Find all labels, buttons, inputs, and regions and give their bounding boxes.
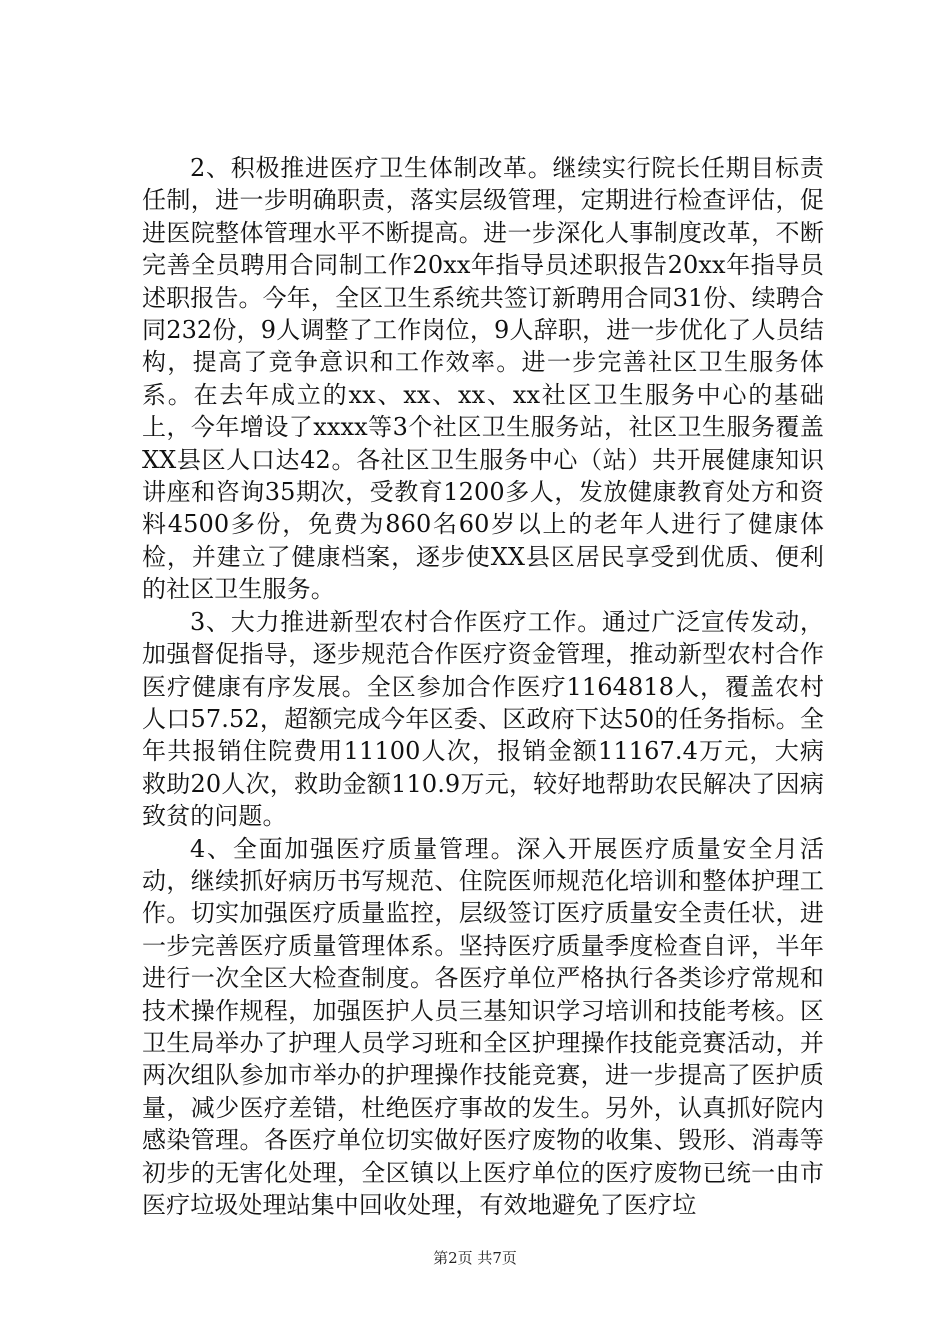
page-footer xyxy=(0,1247,950,1268)
paragraph-medical-quality-management: 4、全面加强医疗质量管理。深入开展医疗质量安全月活动，继续抓好病历书写规范、住院医师规范化培训和整体护理工作。切实加强医疗质量监控，层级签订医疗质量安全责任状，进一步完善医疗质量管理体系。坚持医疗质量季度检查自评，半年进行一次全区大检查制度。各医疗单位严格执行各类诊疗常规和技术操作规程，加强医护人员三基知识学习培训和技能考核。区卫生局举办了护理人员学习班和全区护理操作技能竞赛活动，并两次组队参加市举办的护理操作技能竞赛，进一步提高了医护质量，减少医疗差错，杜绝医疗事故的发生。另外，认真抓好院内感染管理。各医疗单位切实做好医疗废物的收集、毁形、消毒等初步的无害化处理，全区镇以上医疗单位的医疗废物已统一由市医疗垃圾处理站集中回收处理，有效地避免了医疗垃 xyxy=(142,834,824,1219)
page-number: 第2页 共7页 xyxy=(433,1249,517,1267)
document-body xyxy=(142,152,824,1221)
paragraph-health-system-reform: 2、积极推进医疗卫生体制改革。继续实行院长任期目标责任制，进一步明确职责，落实层级管理，定期进行检查评估，促进医院整体管理水平不断提高。进一步深化人事制度改革，不断完善全员聘用合同制工作20xx年指导员述职报告20xx年指导员述职报告。今年，全区卫生系统共签订新聘用合同31份、续聘合同232份，9人调整了工作岗位，9人辞职，进一步优化了人员结构，提高了竞争意识和工作效率。进一步完善社区卫生服务体系。在去年成立的xx、xx、xx、xx社区卫生服务中心的基础上，今年增设了xxxx等3个社区卫生服务站，社区卫生服务覆盖XX县区人口达42。各社区卫生服务中心（站）共开展健康知识讲座和咨询35期次，受教育1200多人，发放健康教育处方和资料4500多份，免费为860名60岁以上的老年人进行了健康体检，并建立了健康档案，逐步使XX县区居民享受到优质、便利的社区卫生服务。 xyxy=(142,154,824,604)
paragraph-rural-cooperative-medical: 3、大力推进新型农村合作医疗工作。通过广泛宣传发动，加强督促指导，逐步规范合作医疗资金管理，推动新型农村合作医疗健康有序发展。全区参加合作医疗1164818人，覆盖农村人口57.52，超额完成今年区委、区政府下达50的任务指标。全年共报销住院费用11100人次，报销金额11167.4万元，大病救助20人次，救助金额110.9万元，较好地帮助农民解决了因病致贫的问题。 xyxy=(142,607,824,831)
